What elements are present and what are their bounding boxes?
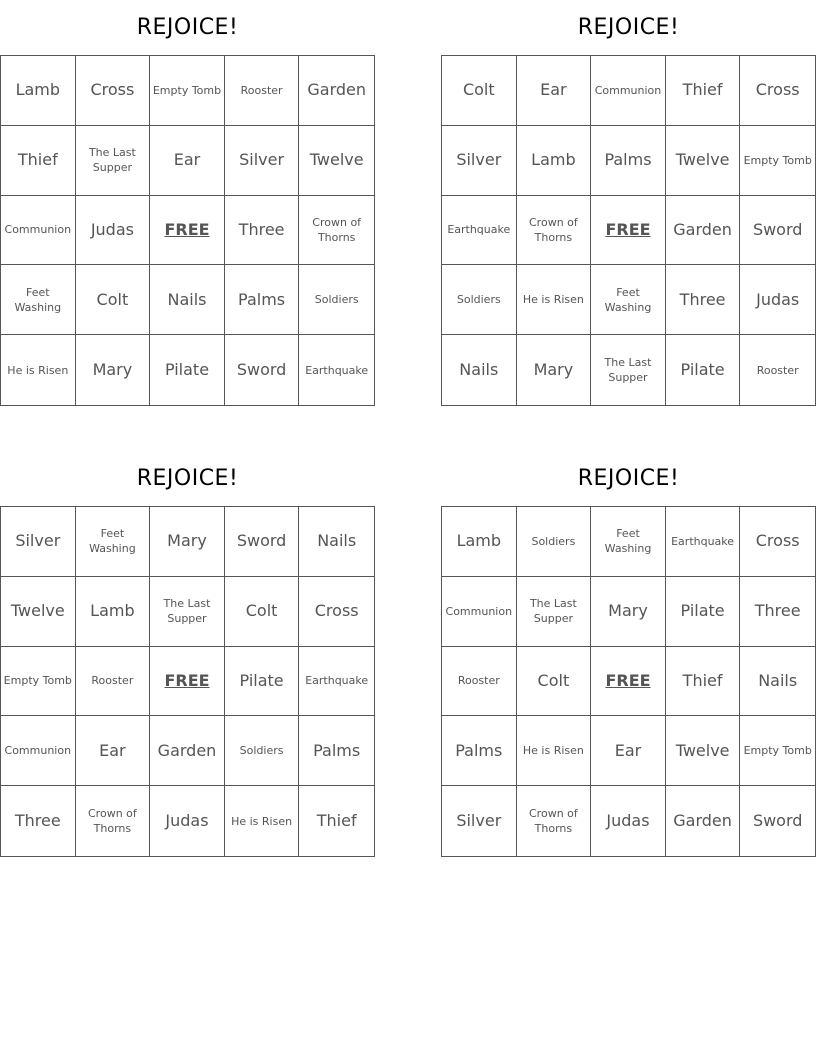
bingo-cell: Twelve [666, 126, 741, 196]
bingo-cell: Twelve [299, 126, 374, 196]
bingo-cell: Pilate [150, 335, 225, 405]
bingo-cell: Palms [591, 126, 666, 196]
bingo-grid [0, 55, 375, 406]
bingo-cell: Thief [1, 126, 76, 196]
bingo-cell: Colt [76, 265, 151, 335]
card-title: REJOICE! [136, 466, 239, 491]
bingo-cell: Nails [299, 507, 374, 577]
bingo-cell: Three [225, 196, 300, 266]
bingo-cell: Soldiers [442, 265, 517, 335]
bingo-cell: Twelve [1, 577, 76, 647]
bingo-cell: Cross [740, 507, 815, 577]
bingo-cell: Sword [225, 335, 300, 405]
bingo-cell: Mary [76, 335, 151, 405]
bingo-cell: Lamb [517, 126, 592, 196]
bingo-cell: The Last Supper [76, 126, 151, 196]
bingo-cell: Judas [591, 786, 666, 856]
bingo-cell: Silver [225, 126, 300, 196]
bingo-cell: Lamb [442, 507, 517, 577]
bingo-cell: He is Risen [517, 716, 592, 786]
bingo-cell: Mary [591, 577, 666, 647]
bingo-cell: Palms [225, 265, 300, 335]
bingo-cell: Lamb [76, 577, 151, 647]
bingo-cell: Mary [150, 507, 225, 577]
bingo-cell: Empty Tomb [740, 716, 815, 786]
bingo-cell: Earthquake [442, 196, 517, 266]
bingo-cell: Palms [299, 716, 374, 786]
bingo-cell: Crown of Thorns [517, 786, 592, 856]
bingo-cell: Empty Tomb [740, 126, 815, 196]
bingo-cell: Nails [740, 647, 815, 717]
bingo-cell: Twelve [666, 716, 741, 786]
bingo-cell: Ear [591, 716, 666, 786]
bingo-cell: Earthquake [666, 507, 741, 577]
bingo-cell: Judas [150, 786, 225, 856]
bingo-cell: Communion [442, 577, 517, 647]
bingo-cell: Sword [225, 507, 300, 577]
bingo-cell: Garden [666, 196, 741, 266]
card-title: REJOICE! [577, 466, 680, 491]
card-title: REJOICE! [577, 15, 680, 40]
bingo-cell: Lamb [1, 56, 76, 126]
card-title: REJOICE! [136, 15, 239, 40]
bingo-cell: Feet Washing [591, 507, 666, 577]
bingo-grid [0, 506, 375, 857]
bingo-cell: Judas [76, 196, 151, 266]
bingo-cell: Colt [225, 577, 300, 647]
bingo-cell: Crown of Thorns [517, 196, 592, 266]
bingo-cell: Ear [517, 56, 592, 126]
bingo-cell: Thief [666, 647, 741, 717]
bingo-cell: Garden [150, 716, 225, 786]
free-space: FREE [150, 647, 225, 717]
bingo-cell: Communion [591, 56, 666, 126]
bingo-cell: Pilate [225, 647, 300, 717]
bingo-cell: The Last Supper [517, 577, 592, 647]
bingo-cell: Silver [442, 126, 517, 196]
bingo-cell: Garden [299, 56, 374, 126]
bingo-cell: Three [740, 577, 815, 647]
bingo-cell: Crown of Thorns [76, 786, 151, 856]
bingo-cell: Soldiers [225, 716, 300, 786]
bingo-cell: Ear [150, 126, 225, 196]
bingo-cell: Communion [1, 196, 76, 266]
bingo-cell: Palms [442, 716, 517, 786]
bingo-cell: Empty Tomb [150, 56, 225, 126]
bingo-cell: He is Risen [517, 265, 592, 335]
bingo-grid [441, 506, 816, 857]
free-space: FREE [591, 196, 666, 266]
bingo-cell: Communion [1, 716, 76, 786]
bingo-cell: Garden [666, 786, 741, 856]
bingo-cell: Colt [517, 647, 592, 717]
bingo-cell: Feet Washing [76, 507, 151, 577]
bingo-cell: Feet Washing [591, 265, 666, 335]
bingo-cell: Pilate [666, 577, 741, 647]
bingo-cell: The Last Supper [150, 577, 225, 647]
bingo-cell: He is Risen [225, 786, 300, 856]
bingo-cell: Ear [76, 716, 151, 786]
bingo-cell: The Last Supper [591, 335, 666, 405]
free-space: FREE [591, 647, 666, 717]
bingo-cell: Soldiers [299, 265, 374, 335]
free-space: FREE [150, 196, 225, 266]
bingo-cell: Sword [752, 811, 803, 831]
bingo-cell: Thief [316, 811, 357, 831]
bingo-cell: Crown of Thorns [299, 196, 374, 266]
bingo-grid [441, 55, 816, 406]
bingo-cell: Earthquake [305, 363, 369, 377]
bingo-cell: Rooster [756, 363, 799, 377]
bingo-cell: Mary [517, 335, 592, 405]
bingo-cell: Empty Tomb [1, 647, 76, 717]
bingo-cell: Thief [666, 56, 741, 126]
bingo-cell: Nails [442, 335, 517, 405]
bingo-cell: Rooster [442, 647, 517, 717]
bingo-cell: Nails [150, 265, 225, 335]
bingo-cell: Silver [442, 786, 517, 856]
bingo-cell: Earthquake [299, 647, 374, 717]
bingo-cell: Judas [740, 265, 815, 335]
bingo-cell: Rooster [225, 56, 300, 126]
bingo-cell: Pilate [666, 335, 741, 405]
bingo-cell: Cross [740, 56, 815, 126]
bingo-cell: Cross [76, 56, 151, 126]
bingo-cell: Feet Washing [1, 265, 76, 335]
bingo-cell: Sword [740, 196, 815, 266]
bingo-cell: Silver [1, 507, 76, 577]
bingo-cell: Three [666, 265, 741, 335]
bingo-cell: Rooster [76, 647, 151, 717]
bingo-cell: Three [1, 786, 76, 856]
bingo-cell: Cross [299, 577, 374, 647]
bingo-cell: He is Risen [1, 335, 76, 405]
bingo-cell: Soldiers [517, 507, 592, 577]
bingo-cell: Colt [442, 56, 517, 126]
